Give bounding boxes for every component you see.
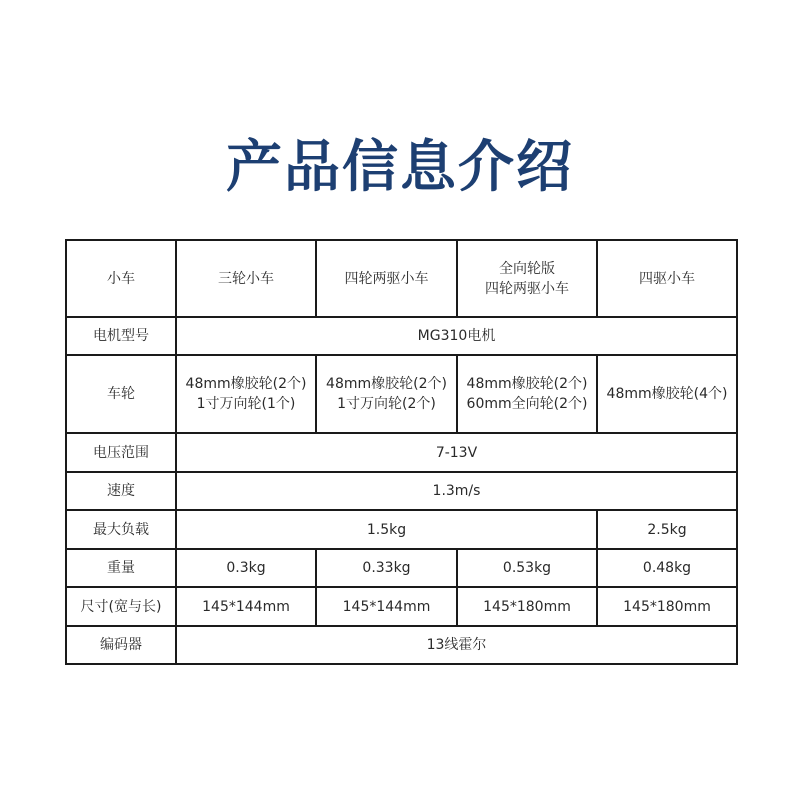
row-label-wheel: 车轮 bbox=[66, 355, 176, 433]
model-name-line-1: 全向轮版 bbox=[499, 260, 555, 277]
wheel-line-2: 60mm全向轮(2个) bbox=[466, 396, 588, 412]
speed-value: 1.3m/s bbox=[176, 472, 737, 510]
wheel-line-2: 1寸万向轮(2个) bbox=[337, 396, 436, 412]
row-label-speed: 速度 bbox=[66, 472, 176, 510]
size-value-1: 145*144mm bbox=[176, 587, 316, 626]
table-row-max-load bbox=[66, 510, 737, 549]
model-cell-3 bbox=[457, 240, 597, 317]
motor-value: MG310电机 bbox=[176, 317, 737, 355]
table-row-header bbox=[66, 240, 737, 317]
model-cell-1 bbox=[176, 240, 316, 317]
weight-value-4: 0.48kg bbox=[597, 549, 737, 587]
table-row-wheel bbox=[66, 355, 737, 433]
row-label-encoder: 编码器 bbox=[66, 626, 176, 664]
weight-value-1: 0.3kg bbox=[176, 549, 316, 587]
page-title: 产品信息介绍 bbox=[226, 135, 574, 200]
wheel-line-1: 48mm橡胶轮(2个) bbox=[326, 376, 447, 392]
wheel-line-1: 48mm橡胶轮(4个) bbox=[606, 386, 728, 402]
model-name-line-2: 四轮两驱小车 bbox=[485, 280, 569, 297]
table-row-speed bbox=[66, 472, 737, 510]
weight-value-3: 0.53kg bbox=[457, 549, 597, 587]
wheel-cell-4 bbox=[597, 355, 737, 433]
model-cell-2 bbox=[316, 240, 457, 317]
wheel-line-1: 48mm橡胶轮(2个) bbox=[466, 376, 588, 392]
weight-value-2: 0.33kg bbox=[316, 549, 457, 587]
max-load-value-2: 2.5kg bbox=[597, 510, 737, 549]
spec-table bbox=[65, 239, 738, 665]
wheel-line-1: 48mm橡胶轮(2个) bbox=[185, 376, 307, 392]
row-label-max-load: 最大负载 bbox=[66, 510, 176, 549]
model-name: 四轮两驱小车 bbox=[344, 270, 429, 287]
table-row-encoder bbox=[66, 626, 737, 664]
table-row-motor bbox=[66, 317, 737, 355]
wheel-line-2: 1寸万向轮(1个) bbox=[196, 396, 296, 412]
row-label-size: 尺寸(宽与长) bbox=[66, 587, 176, 626]
model-name: 三轮小车 bbox=[218, 270, 274, 287]
encoder-value: 13线霍尔 bbox=[176, 626, 737, 664]
row-label-car: 小车 bbox=[66, 240, 176, 317]
row-label-weight: 重量 bbox=[66, 549, 176, 587]
model-cell-4 bbox=[597, 240, 737, 317]
voltage-value: 7-13V bbox=[176, 433, 737, 472]
wheel-cell-2 bbox=[316, 355, 457, 433]
row-label-motor: 电机型号 bbox=[66, 317, 176, 355]
row-label-voltage: 电压范围 bbox=[66, 433, 176, 472]
table-row-voltage bbox=[66, 433, 737, 472]
size-value-2: 145*144mm bbox=[316, 587, 457, 626]
wheel-cell-1 bbox=[176, 355, 316, 433]
size-value-3: 145*180mm bbox=[457, 587, 597, 626]
table-row-size bbox=[66, 587, 737, 626]
max-load-value-1: 1.5kg bbox=[176, 510, 597, 549]
wheel-cell-3 bbox=[457, 355, 597, 433]
size-value-4: 145*180mm bbox=[597, 587, 737, 626]
model-name: 四驱小车 bbox=[639, 270, 695, 287]
table-row-weight bbox=[66, 549, 737, 587]
